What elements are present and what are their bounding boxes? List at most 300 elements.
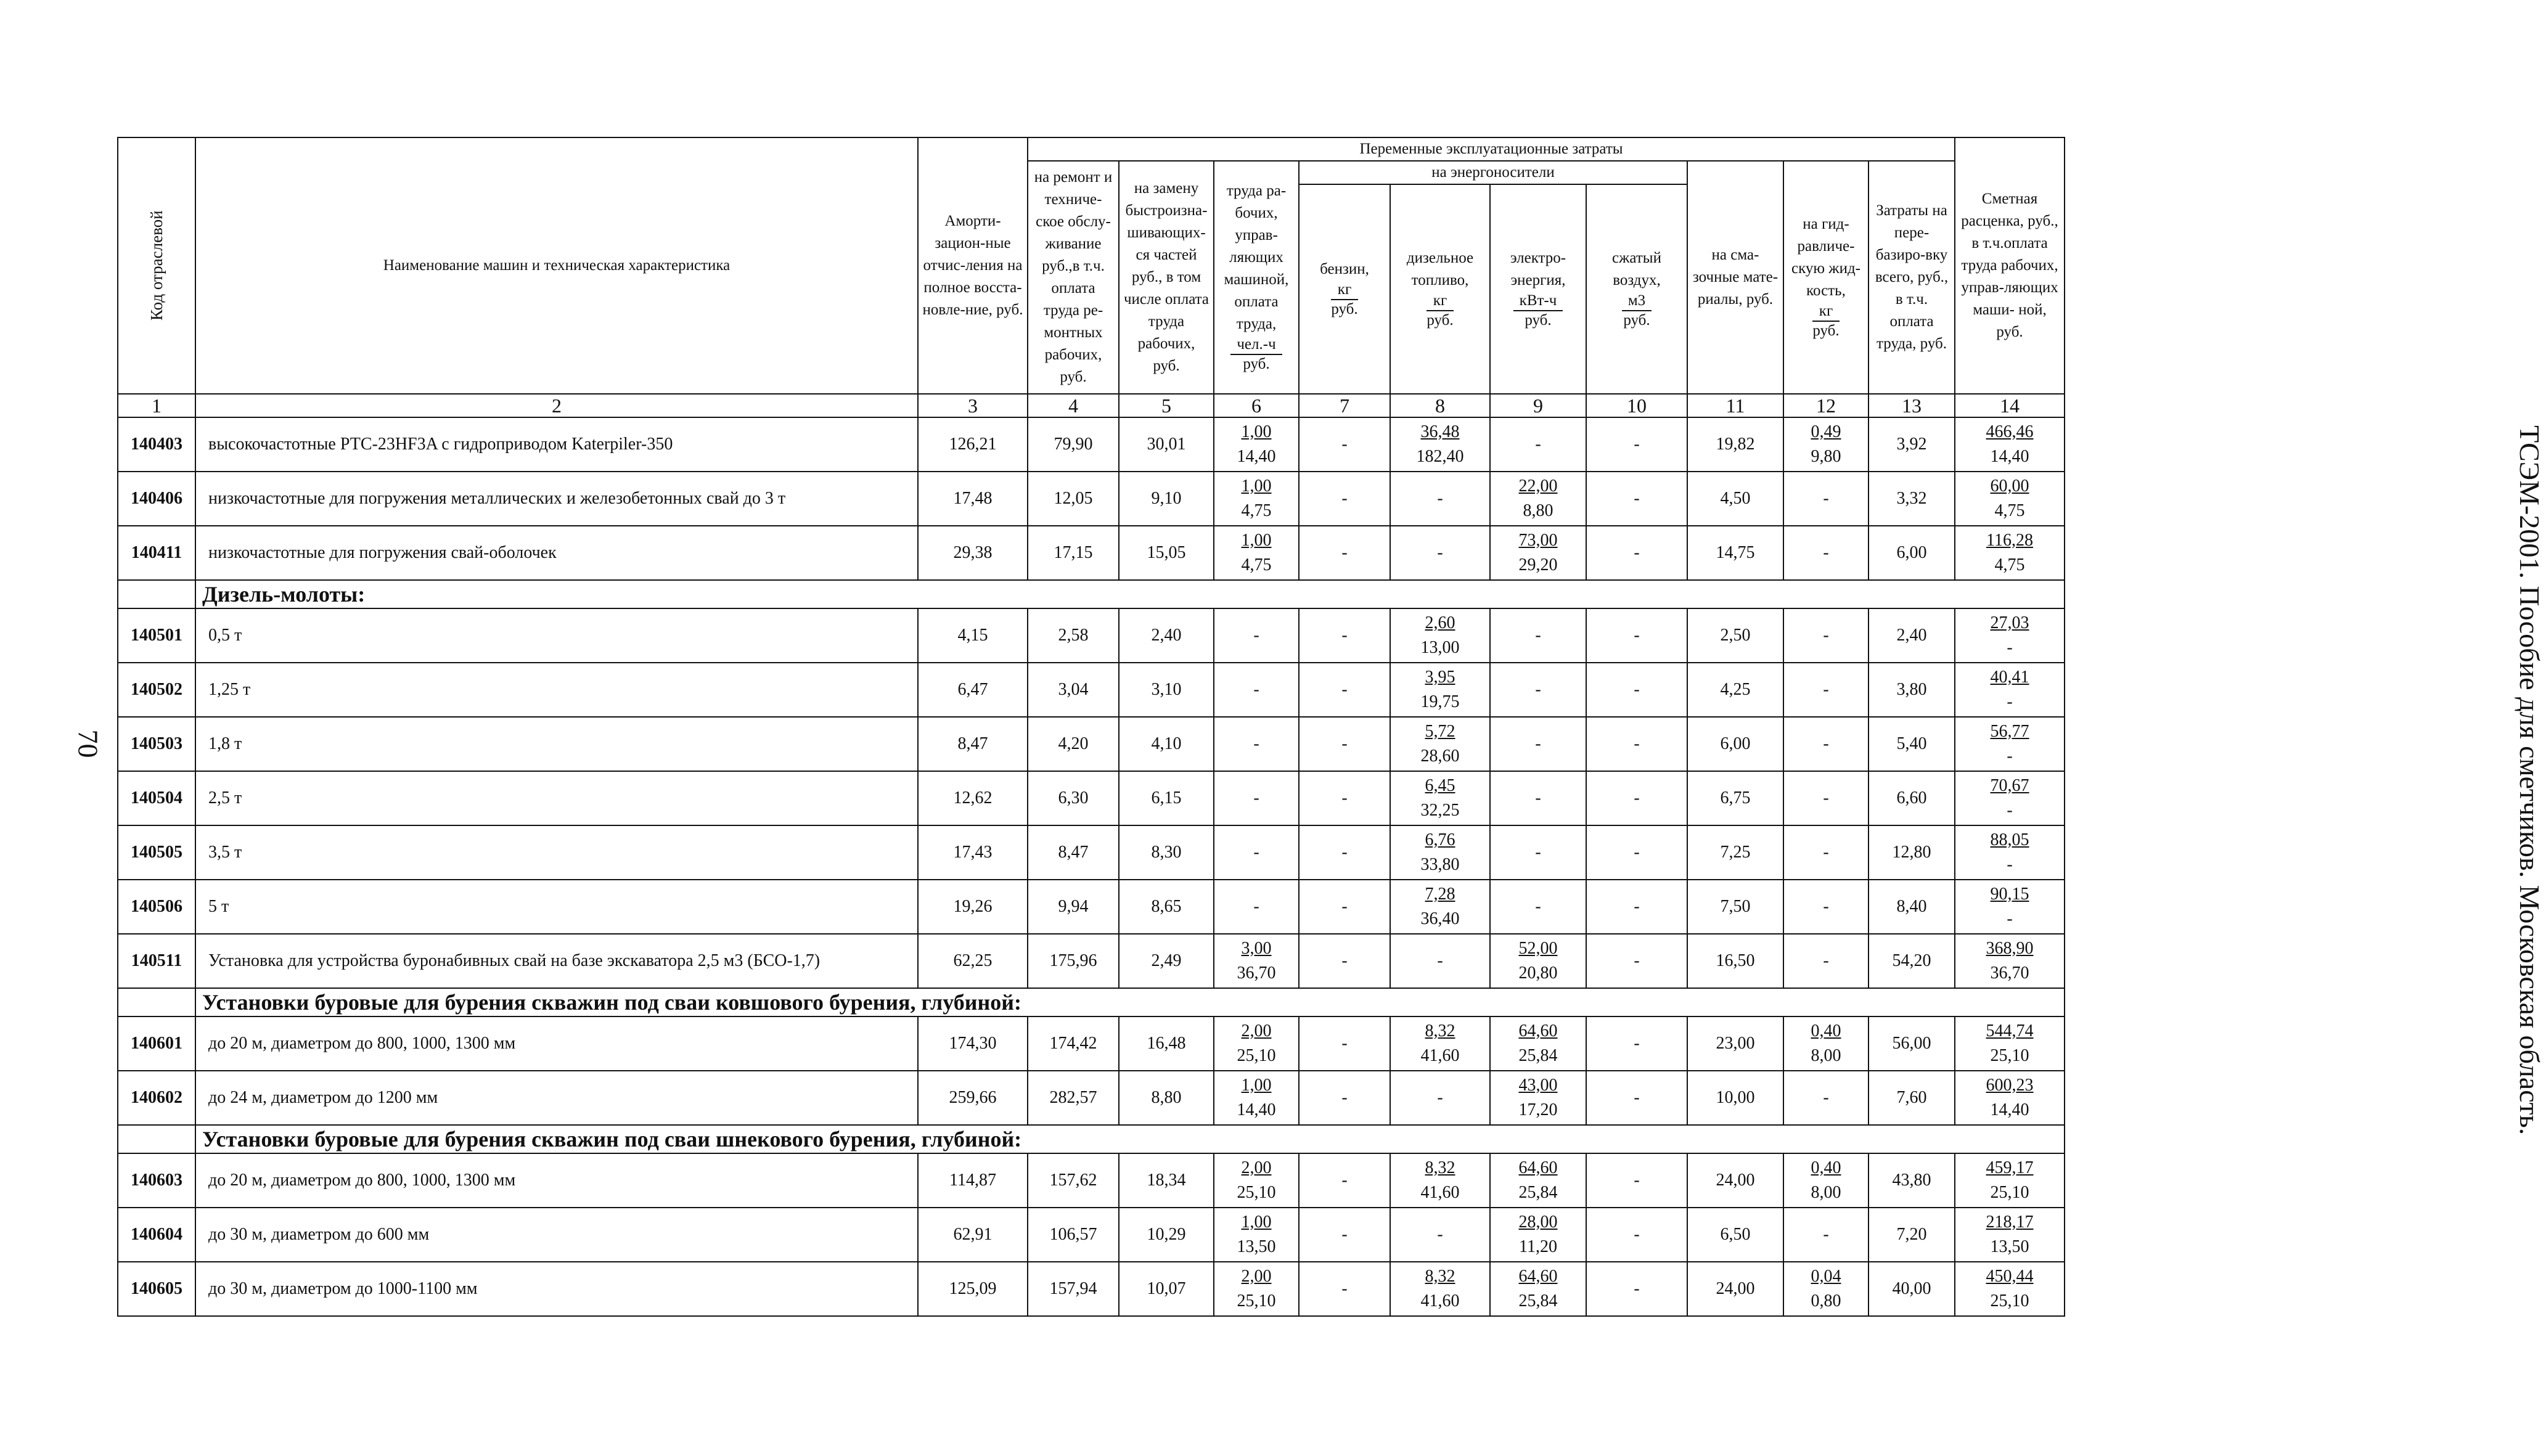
cell-labor-bottom-value: 4,75 (1241, 501, 1272, 520)
cell-replace: 8,30 (1119, 825, 1214, 880)
machine-name: до 20 м, диаметром до 800, 1000, 1300 мм (195, 1153, 918, 1208)
cell-repair: 79,90 (1028, 417, 1119, 472)
table-row (118, 663, 2065, 717)
cell-amort: 62,25 (918, 934, 1028, 988)
cell-estimate (1955, 663, 2065, 717)
cell-replace: 2,49 (1119, 934, 1214, 988)
cell-labor-fraction (1237, 936, 1276, 986)
cell-electric: - (1490, 771, 1586, 825)
cell-diesel-top-value: 7,28 (1425, 885, 1455, 904)
cell-diesel-top-value: 3,95 (1425, 668, 1455, 687)
cell-estimate-top-value: 70,67 (1990, 776, 2029, 795)
cell-repair: 157,94 (1028, 1262, 1119, 1316)
cell-estimate-bottom-value: 13,50 (1990, 1237, 2029, 1256)
cell-diesel (1390, 717, 1490, 771)
cell-air: - (1586, 472, 1687, 526)
cell-repair: 8,47 (1028, 825, 1119, 880)
cell-electric (1490, 472, 1586, 526)
column-number: 1 (118, 394, 195, 417)
cell-estimate-fraction (1986, 528, 2033, 578)
cell-estimate (1955, 417, 2065, 472)
cell-air: - (1586, 825, 1687, 880)
cell-estimate-bottom-value: - (2007, 692, 2013, 711)
header-air (1586, 184, 1687, 394)
cell-repair: 282,57 (1028, 1071, 1119, 1125)
cell-lubricant: 19,82 (1687, 417, 1783, 472)
header-name: Наименование машин и техническая характеристика (195, 137, 918, 394)
cell-petrol: - (1299, 417, 1390, 472)
column-number: 7 (1299, 394, 1390, 417)
cell-estimate-fraction (1986, 1073, 2034, 1123)
column-number: 3 (918, 394, 1028, 417)
table-row (118, 717, 2065, 771)
cell-diesel-top-value: 8,32 (1425, 1021, 1455, 1041)
cell-estimate-top-value: 27,03 (1990, 613, 2029, 632)
cell-air: - (1586, 608, 1687, 663)
cell-electric: - (1490, 608, 1586, 663)
cell-repair: 12,05 (1028, 472, 1119, 526)
cell-labor: - (1214, 825, 1299, 880)
cell-lubricant: 24,00 (1687, 1153, 1783, 1208)
cell-labor-top-value: 2,00 (1241, 1158, 1272, 1177)
cell-labor (1214, 1071, 1299, 1125)
cell-diesel-top-value: 8,32 (1425, 1158, 1455, 1177)
cell-estimate-fraction (1991, 719, 2029, 769)
cell-diesel-fraction (1421, 1019, 1460, 1068)
cell-replace: 30,01 (1119, 417, 1214, 472)
cell-estimate-fraction (1991, 611, 2029, 660)
section-heading-row (118, 1125, 2065, 1153)
cell-estimate-bottom-value: 25,10 (1990, 1046, 2029, 1065)
cell-hydraulic-bottom-value: 8,00 (1811, 1183, 1841, 1202)
cell-petrol: - (1299, 1153, 1390, 1208)
machine-code: 140502 (118, 663, 195, 717)
cell-air: - (1586, 1016, 1687, 1071)
cell-electric-bottom-value: 8,80 (1523, 501, 1553, 520)
header-electric-text: электро-энергия, (1510, 249, 1566, 288)
cell-rebase: 3,32 (1869, 472, 1955, 526)
header-energy: на энергоносители (1299, 161, 1687, 184)
cell-hydraulic (1783, 1016, 1869, 1071)
cell-diesel-bottom-value: 13,00 (1420, 638, 1460, 657)
cell-diesel (1390, 880, 1490, 934)
machine-name: до 30 м, диаметром до 600 мм (195, 1208, 918, 1262)
machine-name: высокочастотные РТС-23HF3A с гидроприводом Katerpiler-350 (195, 417, 918, 472)
machine-name: до 30 м, диаметром до 1000-1100 мм (195, 1262, 918, 1316)
cell-labor: - (1214, 663, 1299, 717)
cell-labor-bottom-value: 13,50 (1237, 1237, 1276, 1256)
table-row (118, 1208, 2065, 1262)
cell-amort: 4,15 (918, 608, 1028, 663)
cell-labor-bottom-value: 36,70 (1237, 963, 1276, 983)
cell-repair: 6,30 (1028, 771, 1119, 825)
cell-lubricant: 7,50 (1687, 880, 1783, 934)
cell-amort: 114,87 (918, 1153, 1028, 1208)
cell-electric-top-value: 64,60 (1518, 1021, 1558, 1041)
cell-estimate-top-value: 450,44 (1986, 1267, 2034, 1286)
header-petrol (1299, 184, 1390, 394)
cell-estimate-top-value: 459,17 (1986, 1158, 2034, 1177)
cell-estimate-fraction (1986, 1210, 2034, 1259)
cell-electric (1490, 1016, 1586, 1071)
cell-estimate (1955, 934, 2065, 988)
cell-electric-bottom-value: 25,84 (1518, 1046, 1558, 1065)
cell-air: - (1586, 1262, 1687, 1316)
cell-electric-top-value: 64,60 (1518, 1267, 1558, 1286)
cell-labor-bottom-value: 25,10 (1237, 1291, 1276, 1311)
cell-estimate (1955, 526, 2065, 580)
cell-diesel-bottom-value: 19,75 (1420, 692, 1460, 711)
cell-estimate-bottom-value: - (2007, 638, 2013, 657)
cell-hydraulic-top-value: 0,04 (1811, 1267, 1841, 1286)
cell-labor-bottom-value: 25,10 (1237, 1183, 1276, 1202)
cell-electric: - (1490, 417, 1586, 472)
cell-hydraulic: - (1783, 1208, 1869, 1262)
cell-amort: 62,91 (918, 1208, 1028, 1262)
cell-estimate (1955, 825, 2065, 880)
cell-hydraulic-bottom-value: 0,80 (1811, 1291, 1841, 1311)
cell-labor-top-value: 1,00 (1241, 422, 1272, 441)
cell-estimate-bottom-value: 4,75 (1994, 555, 2025, 575)
cell-electric-bottom-value: 20,80 (1518, 963, 1558, 983)
header-amortization: Аморти-зацион-ные отчис-ления на полное восста-новле-ние, руб. (918, 137, 1028, 394)
cell-diesel: - (1390, 1071, 1490, 1125)
cell-petrol: - (1299, 1262, 1390, 1316)
cell-rebase: 7,60 (1869, 1071, 1955, 1125)
cell-estimate (1955, 1208, 2065, 1262)
cell-replace: 6,15 (1119, 771, 1214, 825)
machine-code: 140501 (118, 608, 195, 663)
cell-diesel-bottom-value: 32,25 (1420, 801, 1460, 820)
cell-diesel-top-value: 6,76 (1425, 830, 1455, 849)
column-number: 10 (1586, 394, 1687, 417)
cell-electric-fraction (1519, 1156, 1558, 1205)
cell-estimate-top-value: 88,05 (1990, 830, 2029, 849)
cell-diesel (1390, 1153, 1490, 1208)
cell-estimate-fraction (1986, 1019, 2034, 1068)
cell-estimate-fraction (1991, 828, 2029, 877)
cell-labor: - (1214, 608, 1299, 663)
cell-amort: 19,26 (918, 880, 1028, 934)
cell-air: - (1586, 934, 1687, 988)
cell-electric: - (1490, 825, 1586, 880)
cell-diesel (1390, 771, 1490, 825)
cell-estimate-bottom-value: - (2007, 801, 2013, 820)
machine-code: 140604 (118, 1208, 195, 1262)
column-number: 11 (1687, 394, 1783, 417)
cell-hydraulic: - (1783, 771, 1869, 825)
cell-labor (1214, 526, 1299, 580)
cell-repair: 17,15 (1028, 526, 1119, 580)
cell-diesel: - (1390, 934, 1490, 988)
cell-estimate-top-value: 544,74 (1986, 1021, 2034, 1041)
cell-estimate-top-value: 368,90 (1986, 939, 2034, 958)
cell-electric: - (1490, 663, 1586, 717)
cell-labor-fraction (1237, 420, 1276, 469)
cell-replace: 8,80 (1119, 1071, 1214, 1125)
cell-estimate (1955, 1016, 2065, 1071)
cell-estimate-top-value: 56,77 (1990, 722, 2029, 741)
cell-labor: - (1214, 880, 1299, 934)
cell-amort: 17,43 (918, 825, 1028, 880)
cell-estimate (1955, 1262, 2065, 1316)
section-blank-cell (118, 580, 195, 608)
cell-petrol: - (1299, 771, 1390, 825)
cell-electric (1490, 1153, 1586, 1208)
machine-name: 1,25 т (195, 663, 918, 717)
cell-electric-top-value: 28,00 (1518, 1213, 1558, 1232)
table-row (118, 1262, 2065, 1316)
cell-electric-bottom-value: 17,20 (1518, 1100, 1558, 1119)
column-number: 2 (195, 394, 918, 417)
header-diesel-text: дизельное топливо, (1406, 249, 1474, 288)
cell-lubricant: 24,00 (1687, 1262, 1783, 1316)
cell-petrol: - (1299, 1071, 1390, 1125)
cell-electric-top-value: 52,00 (1518, 939, 1558, 958)
cell-rebase: 43,80 (1869, 1153, 1955, 1208)
machine-code: 140403 (118, 417, 195, 472)
cell-hydraulic: - (1783, 608, 1869, 663)
header-labor (1214, 161, 1299, 394)
cell-electric-fraction (1519, 936, 1558, 986)
cell-diesel-bottom-value: 33,80 (1420, 855, 1460, 874)
cell-electric-bottom-value: 25,84 (1518, 1291, 1558, 1311)
machine-name: Установка для устройства буронабивных свай на базе экскаватора 2,5 м3 (БСО-1,7) (195, 934, 918, 988)
cell-rebase: 3,80 (1869, 663, 1955, 717)
section-heading-row (118, 580, 2065, 608)
cell-estimate-top-value: 600,23 (1986, 1076, 2034, 1095)
cell-estimate-bottom-value: 25,10 (1990, 1183, 2029, 1202)
section-heading-row (118, 988, 2065, 1016)
cell-amort: 12,62 (918, 771, 1028, 825)
cell-estimate (1955, 1153, 2065, 1208)
cell-air: - (1586, 417, 1687, 472)
table-body (118, 417, 2065, 1316)
column-number: 5 (1119, 394, 1214, 417)
cell-labor-fraction (1237, 1210, 1276, 1259)
cell-labor-fraction (1237, 1156, 1276, 1205)
cell-estimate-bottom-value: 25,10 (1990, 1291, 2029, 1311)
cell-hydraulic-bottom-value: 8,00 (1811, 1046, 1841, 1065)
cell-electric-fraction (1519, 1073, 1558, 1123)
cell-petrol: - (1299, 472, 1390, 526)
header-code: Код отраслевой (118, 137, 195, 394)
cell-estimate-top-value: 60,00 (1990, 476, 2029, 496)
cell-estimate-fraction (1986, 1156, 2034, 1205)
cell-diesel: - (1390, 1208, 1490, 1262)
machine-name: 5 т (195, 880, 918, 934)
cell-lubricant: 4,25 (1687, 663, 1783, 717)
header-rebase: Затраты на пере-базиро-вку всего, руб., в т.ч. оплата труда, руб. (1869, 161, 1955, 394)
cell-amort: 125,09 (918, 1262, 1028, 1316)
cell-repair: 106,57 (1028, 1208, 1119, 1262)
cell-labor-bottom-value: 14,40 (1237, 1100, 1276, 1119)
cell-hydraulic-fraction (1811, 1264, 1841, 1314)
cell-repair: 4,20 (1028, 717, 1119, 771)
cell-diesel-top-value: 2,60 (1425, 613, 1455, 632)
header-hydraulic-unit: кг руб. (1812, 302, 1840, 339)
cell-estimate-fraction (1991, 665, 2029, 714)
cell-diesel (1390, 1016, 1490, 1071)
document-side-title: ТСЭМ-2001. Пособие для сметчиков. Московская область. (2514, 425, 2545, 1135)
cell-repair: 3,04 (1028, 663, 1119, 717)
cell-labor-top-value: 3,00 (1241, 939, 1272, 958)
cell-estimate-fraction (1986, 420, 2034, 469)
cell-hydraulic: - (1783, 663, 1869, 717)
table-row (118, 825, 2065, 880)
cell-diesel (1390, 663, 1490, 717)
cell-labor-bottom-value: 25,10 (1237, 1046, 1276, 1065)
cell-diesel-fraction (1421, 882, 1460, 931)
cell-air: - (1586, 663, 1687, 717)
cell-labor (1214, 1153, 1299, 1208)
cell-hydraulic: - (1783, 825, 1869, 880)
cell-diesel-top-value: 6,45 (1425, 776, 1455, 795)
cell-replace: 9,10 (1119, 472, 1214, 526)
table-row (118, 880, 2065, 934)
cell-lubricant: 6,75 (1687, 771, 1783, 825)
cell-air: - (1586, 717, 1687, 771)
machine-name: до 20 м, диаметром до 800, 1000, 1300 мм (195, 1016, 918, 1071)
table-row (118, 1071, 2065, 1125)
cell-labor-fraction (1242, 528, 1272, 578)
cell-petrol: - (1299, 717, 1390, 771)
cell-labor (1214, 1262, 1299, 1316)
machine-code: 140511 (118, 934, 195, 988)
cell-labor-top-value: 1,00 (1241, 476, 1272, 496)
column-number: 8 (1390, 394, 1490, 417)
cell-labor-bottom-value: 14,40 (1237, 447, 1276, 466)
cell-rebase: 12,80 (1869, 825, 1955, 880)
cell-amort: 29,38 (918, 526, 1028, 580)
cell-labor-bottom-value: 4,75 (1241, 555, 1272, 575)
cell-electric-bottom-value: 29,20 (1518, 555, 1558, 575)
cell-diesel-fraction (1421, 719, 1460, 769)
table-row (118, 771, 2065, 825)
cell-hydraulic (1783, 1262, 1869, 1316)
cell-estimate-bottom-value: 14,40 (1990, 1100, 2029, 1119)
cell-repair: 175,96 (1028, 934, 1119, 988)
cell-electric: - (1490, 717, 1586, 771)
cell-replace: 2,40 (1119, 608, 1214, 663)
machine-code: 140605 (118, 1262, 195, 1316)
cell-diesel-bottom-value: 41,60 (1420, 1046, 1460, 1065)
cell-diesel-bottom-value: 41,60 (1420, 1183, 1460, 1202)
cell-lubricant: 10,00 (1687, 1071, 1783, 1125)
machine-code: 140602 (118, 1071, 195, 1125)
table-row (118, 608, 2065, 663)
header-diesel-unit: кг руб. (1426, 292, 1454, 329)
column-number: 6 (1214, 394, 1299, 417)
cell-estimate-top-value: 40,41 (1990, 668, 2029, 687)
header-petrol-unit: кг руб. (1331, 280, 1358, 317)
cell-electric (1490, 1071, 1586, 1125)
cell-labor-fraction (1237, 1264, 1276, 1314)
cell-replace: 15,05 (1119, 526, 1214, 580)
cell-hydraulic-top-value: 0,40 (1811, 1158, 1841, 1177)
table-row (118, 1016, 2065, 1071)
cell-repair: 9,94 (1028, 880, 1119, 934)
cell-rebase: 5,40 (1869, 717, 1955, 771)
cell-labor-fraction (1242, 474, 1272, 523)
cell-replace: 16,48 (1119, 1016, 1214, 1071)
cell-petrol: - (1299, 825, 1390, 880)
cell-diesel (1390, 608, 1490, 663)
cell-diesel-bottom-value: 182,40 (1416, 447, 1464, 466)
cell-lubricant: 2,50 (1687, 608, 1783, 663)
section-blank-cell (118, 988, 195, 1016)
cell-repair: 2,58 (1028, 608, 1119, 663)
cell-labor-fraction (1237, 1073, 1276, 1123)
section-title: Дизель-молоты: (195, 580, 2065, 608)
cell-estimate-top-value: 116,28 (1986, 531, 2033, 550)
cell-replace: 3,10 (1119, 663, 1214, 717)
cell-estimate (1955, 472, 2065, 526)
cell-estimate-bottom-value: - (2007, 855, 2013, 874)
table-row (118, 417, 2065, 472)
header-hydraulic-text: на гид-равличе-скую жид-кость, (1791, 215, 1860, 299)
column-number-row (118, 394, 2065, 417)
cell-amort: 126,21 (918, 417, 1028, 472)
header-diesel (1390, 184, 1490, 394)
cell-electric (1490, 934, 1586, 988)
cell-hydraulic: - (1783, 717, 1869, 771)
section-title: Установки буровые для бурения скважин под сваи ковшового бурения, глубиной: (195, 988, 2065, 1016)
cell-diesel: - (1390, 472, 1490, 526)
cell-diesel-bottom-value: 41,60 (1420, 1291, 1460, 1311)
header-variable-costs: Переменные эксплуатационные затраты (1028, 137, 1955, 161)
cell-petrol: - (1299, 608, 1390, 663)
cell-diesel-top-value: 36,48 (1420, 422, 1460, 441)
cell-hydraulic-top-value: 0,40 (1811, 1021, 1841, 1041)
cell-hydraulic: - (1783, 880, 1869, 934)
header-repair: на ремонт и техниче-ское обслу-живание руб.,в т.ч. оплата труда ре-монтных рабочих, руб. (1028, 161, 1119, 394)
table-row (118, 526, 2065, 580)
cell-air: - (1586, 1208, 1687, 1262)
cell-air: - (1586, 880, 1687, 934)
cell-labor-top-value: 1,00 (1241, 531, 1272, 550)
cell-replace: 10,29 (1119, 1208, 1214, 1262)
page-number: 70 (72, 729, 104, 758)
machine-code: 140411 (118, 526, 195, 580)
cell-estimate-bottom-value: - (2007, 909, 2013, 928)
cell-estimate (1955, 1071, 2065, 1125)
cell-estimate-top-value: 466,46 (1986, 422, 2034, 441)
cell-petrol: - (1299, 1208, 1390, 1262)
column-number: 13 (1869, 394, 1955, 417)
cell-rebase: 3,92 (1869, 417, 1955, 472)
cell-electric-top-value: 22,00 (1518, 476, 1558, 496)
cell-petrol: - (1299, 663, 1390, 717)
cell-lubricant: 14,75 (1687, 526, 1783, 580)
header-electric (1490, 184, 1586, 394)
machine-name: 2,5 т (195, 771, 918, 825)
cell-electric (1490, 526, 1586, 580)
header-air-text: сжатый воздух, (1612, 249, 1661, 288)
cell-labor (1214, 934, 1299, 988)
cell-air: - (1586, 771, 1687, 825)
cell-electric-bottom-value: 25,84 (1518, 1183, 1558, 1202)
header-lubricant: на сма-зочные мате-риалы, руб. (1687, 161, 1783, 394)
cell-diesel-bottom-value: 36,40 (1420, 909, 1460, 928)
cell-diesel (1390, 825, 1490, 880)
cell-labor-top-value: 1,00 (1241, 1213, 1272, 1232)
cell-amort: 259,66 (918, 1071, 1028, 1125)
cell-hydraulic (1783, 1153, 1869, 1208)
cell-estimate (1955, 608, 2065, 663)
cell-electric-fraction (1519, 474, 1558, 523)
cell-electric (1490, 1208, 1586, 1262)
